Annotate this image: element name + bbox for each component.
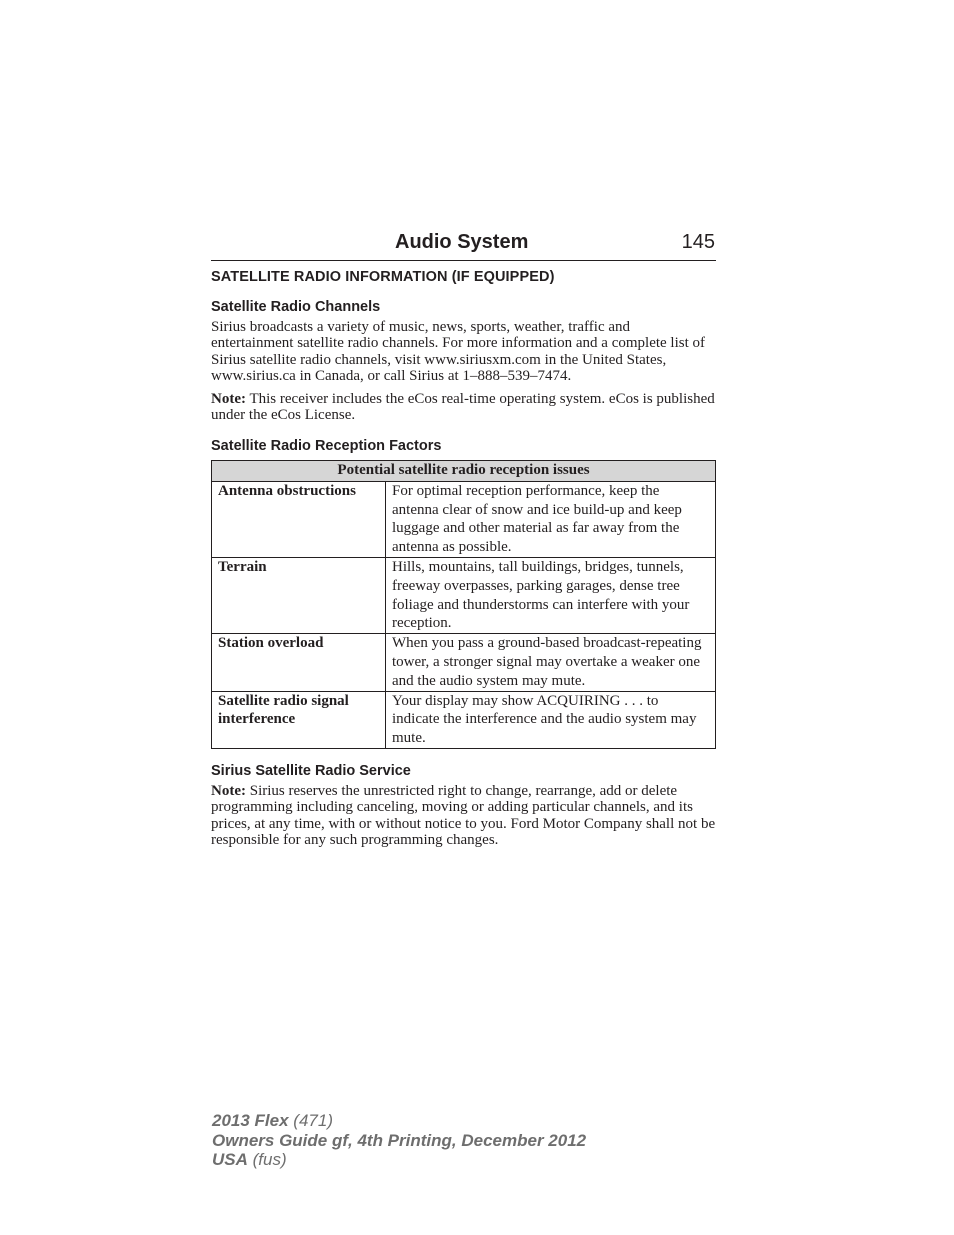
- channels-heading: Satellite Radio Channels: [211, 299, 381, 315]
- issue-cell: Station overload: [212, 634, 386, 691]
- footer-model-code: (471): [293, 1111, 333, 1130]
- footer-guide-line: [212, 1131, 586, 1151]
- service-note: [211, 783, 716, 848]
- page-footer: [212, 1111, 586, 1170]
- footer-market-code: (fus): [252, 1150, 287, 1169]
- footer-market: USA: [212, 1150, 248, 1169]
- page-header: [211, 228, 716, 261]
- note-text: This receiver includes the eCos real-time operating system. eCos is published under the eCos License.: [211, 391, 715, 424]
- table-row: [212, 481, 716, 557]
- issue-cell: Satellite radio signal interference: [212, 691, 386, 748]
- table-row: [212, 634, 716, 691]
- channels-note: [211, 391, 716, 424]
- footer-model: 2013 Flex: [212, 1111, 289, 1130]
- note-text: Sirius reserves the unrestricted right to change, rearrange, add or delete programming including canceling, moving or adding particular channels, and its prices, at any time, with or without notice to you. Ford Motor Company shall not be responsible for any such programming changes.: [211, 782, 716, 848]
- channels-paragraph: Sirius broadcasts a variety of music, news, sports, weather, traffic and entertainment satellite radio channels. For more information and a complete list of Sirius satellite radio channels, visit www.siriusxm.com in the United States, www.sirius.ca in Canada, or call Sirius at 1–888–539–7474.: [211, 319, 706, 384]
- section-title: SATELLITE RADIO INFORMATION (IF EQUIPPED): [211, 269, 555, 285]
- issue-cell: Terrain: [212, 557, 386, 633]
- description-cell: For optimal reception performance, keep the antenna clear of snow and ice build-up and keep luggage and other material as far away from the antenna as possible.: [386, 481, 716, 557]
- footer-guide: Owners Guide gf, 4th Printing, December 2012: [212, 1130, 587, 1150]
- description-cell: Hills, mountains, tall buildings, bridges, tunnels, freeway overpasses, parking garages, dense tree foliage and thunderstorms can interfere with your reception.: [386, 557, 716, 633]
- reception-issues-table: [211, 460, 716, 749]
- table-row: [212, 557, 716, 633]
- service-heading: Sirius Satellite Radio Service: [211, 762, 411, 779]
- footer-model-line: [212, 1111, 586, 1131]
- table-row: [212, 691, 716, 748]
- note-label: Note:: [211, 782, 246, 799]
- description-cell: Your display may show ACQUIRING . . . to indicate the interference and the audio system may mute.: [386, 691, 716, 748]
- note-label: Note:: [211, 391, 246, 408]
- footer-market-line: [212, 1150, 586, 1170]
- page-number: 145: [681, 231, 715, 253]
- description-cell: When you pass a ground-based broadcast-repeating tower, a stronger signal may overtake a weaker one and the audio system may mute.: [386, 634, 716, 691]
- page-content: [211, 228, 716, 848]
- reception-heading: Satellite Radio Reception Factors: [211, 437, 442, 454]
- table-header: Potential satellite radio reception issues: [212, 460, 716, 481]
- chapter-title: Audio System: [395, 231, 529, 253]
- issue-cell: Antenna obstructions: [212, 481, 386, 557]
